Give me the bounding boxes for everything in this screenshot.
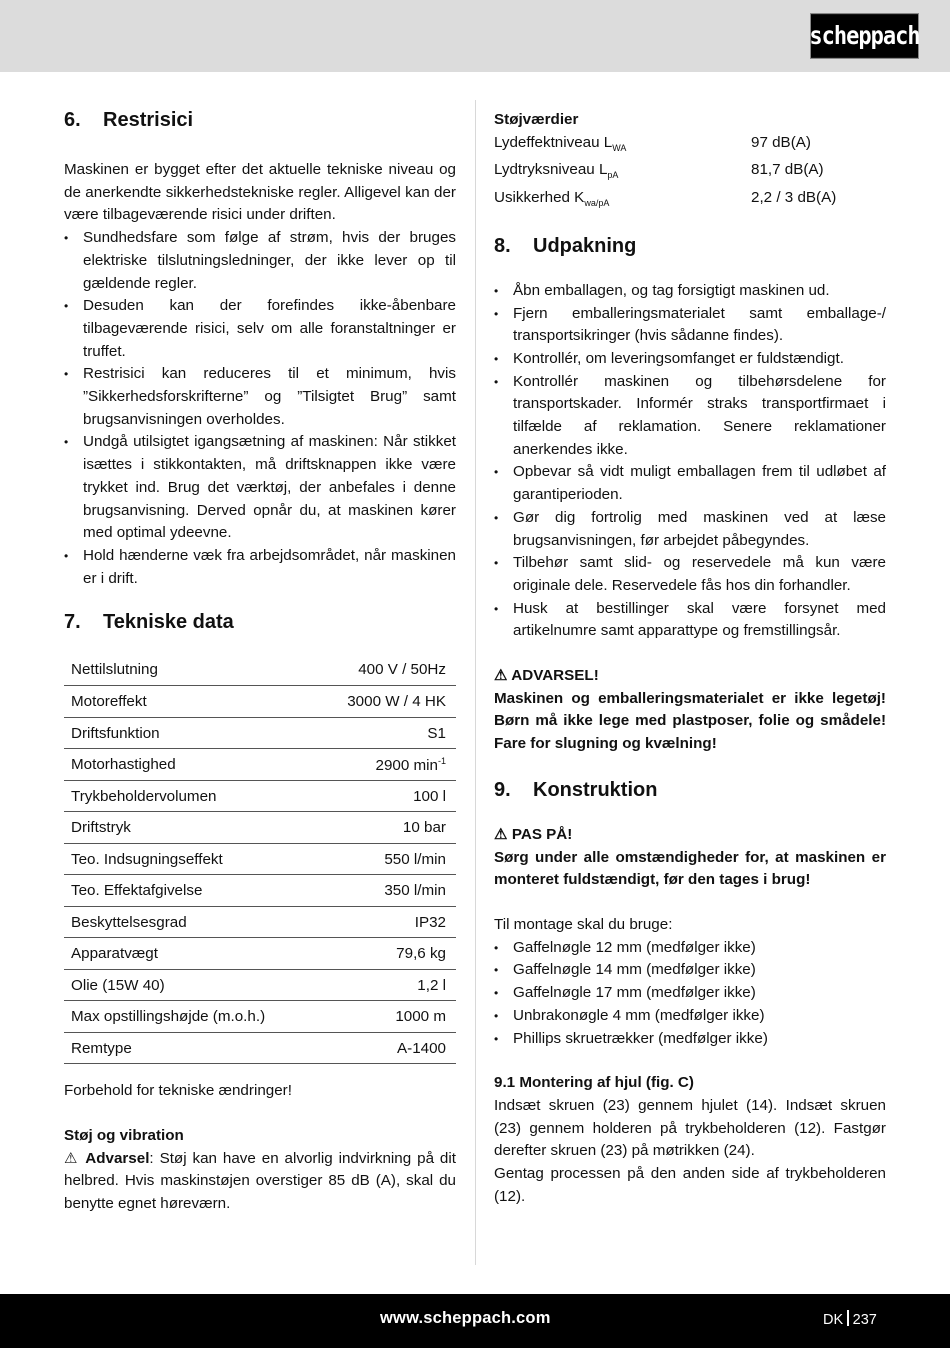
scheppach-logo: scheppach	[810, 13, 919, 59]
list-item: • Kontrollér maskinen og tilbehørsdelene for transportskader. Informér straks transportfirmaet i tilfælde af reklamation. Senere reklamationer anerkendes ikke.	[494, 371, 886, 462]
list-item: • Restrisici kan reduceres til et minimum, hvis ”Sikkerhedsforskrifterne” og ”Tilsigtet Brug” samt brugsanvisningen overholdes.	[64, 363, 456, 431]
noise-warning: ⚠ Advarsel: Støj kan have en alvorlig indvirkning på dit helbred. Hvis maskinstøjen overstiger 85 dB (A), skal du benytte egnet høreværn.	[64, 1149, 456, 1213]
noise-vibration-heading: Støj og vibration	[64, 1127, 184, 1145]
table-row: Motoreffekt 3000 W / 4 HK	[64, 686, 456, 718]
subsection-9-1-title: 9.1 Montering af hjul (fig. C)	[494, 1074, 694, 1092]
list-item: • Gaffelnøgle 17 mm (medfølger ikke)	[494, 982, 886, 1005]
table-row: Teo. Effektafgivelse 350 l/min	[64, 875, 456, 907]
table-row: Teo. Indsugningseffekt 550 l/min	[64, 843, 456, 875]
list-item: • Tilbehør samt slid- og reservedele må kun være originale dele. Reservedele fås hos din forhandler.	[494, 552, 886, 597]
packaging-warning-text: Maskinen og emballeringsmaterialet er ikke legetøj! Børn må ikke lege med plastposer, folie og smådele! Fare for slugning og kvælning!	[494, 689, 886, 753]
list-item: • Undgå utilsigtet igangsætning af maskinen: Når stikket isættes i stikkontakten, må driftsknappen ikke være trykket ind. Brug det værktøj, der anbefales i denne brugsanvisning. Derved opnår du, at maskinen kører med optimal ydeevne.	[64, 431, 456, 545]
section-9-title: Konstruktion	[533, 778, 658, 801]
tools-intro: Til montage skal du bruge:	[494, 915, 673, 933]
warning-triangle-icon: ⚠	[64, 1149, 80, 1167]
right-column	[494, 100, 886, 1208]
subsection-9-1-text-2: Gentag processen på den anden side af trykbeholderen (12).	[494, 1165, 886, 1205]
section-8-heading: 8. Udpakning	[494, 234, 637, 257]
section-8-bullets	[494, 280, 886, 643]
list-item: • Fjern emballeringsmaterialet samt emballage-/ transportsikringer (hvis sådanne findes).	[494, 303, 886, 348]
table-row: Remtype A-1400	[64, 1032, 456, 1064]
caution-text: Sørg under alle omstændigheder for, at maskinen er monteret fuldstændigt, før den tages i brug!	[494, 848, 886, 889]
list-item: • Gaffelnøgle 12 mm (medfølger ikke)	[494, 937, 886, 960]
section-7-heading: 7. Tekniske data	[64, 611, 234, 634]
list-item: • Kontrollér, om leveringsomfanget er fuldstændigt.	[494, 348, 886, 371]
table-row: Trykbeholdervolumen 100 l	[64, 780, 456, 812]
column-divider	[475, 100, 476, 1265]
page-header	[0, 0, 950, 72]
table-row: Beskyttelsesgrad IP32	[64, 906, 456, 938]
section-6-bullets	[64, 227, 456, 590]
technical-data-table	[64, 654, 456, 1064]
noise-value-row: Lydtryksniveau $L_{pA}$ 81,7 dB(A)	[494, 161, 824, 181]
section-6-heading: 6. Restrisici	[64, 109, 194, 131]
technical-changes-note: Forbehold for tekniske ændringer!	[64, 1082, 292, 1100]
list-item: • Unbrakonøgle 4 mm (medfølger ikke)	[494, 1005, 886, 1028]
section-6-title: Restrisici	[103, 109, 194, 131]
list-item: • Gaffelnøgle 14 mm (medfølger ikke)	[494, 959, 886, 982]
noise-value-row: Lydeffektniveau $L_{WA}$ 97 dB(A)	[494, 133, 811, 153]
website-url: www.scheppach.com	[380, 1309, 551, 1327]
section-6-intro: Maskinen er bygget efter det aktuelle tekniske niveau og de anerkendte sikkerhedstekniske regler. Alligevel kan der være tilbageværende risici under driften.	[64, 161, 456, 224]
warning-triangle-icon: ⚠	[494, 825, 508, 843]
table-row: Max opstillingshøjde (m.o.h.) 1000 m	[64, 1001, 456, 1033]
list-item: • Opbevar så vidt muligt emballagen frem til udløbet af garantiperioden.	[494, 461, 886, 506]
section-9-heading: 9. Konstruktion	[494, 778, 658, 801]
table-row: Driftsfunktion S1	[64, 717, 456, 749]
separator	[847, 1310, 849, 1326]
table-row: Nettilslutning 400 V / 50Hz	[64, 654, 456, 686]
list-item: • Gør dig fortrolig med maskinen ved at læse brugsanvisningen, før arbejdet påbegyndes.	[494, 507, 886, 552]
list-item: • Husk at bestillinger skal være forsynet med artikelnumre samt apparattype og fremstillingsår.	[494, 598, 886, 643]
section-8-title: Udpakning	[533, 234, 637, 257]
list-item: • Desuden kan der forefindes ikke-åbenbare tilbageværende risici, selv om alle foranstaltninger er truffet.	[64, 295, 456, 363]
noise-value-row: Usikkerhed $K_{wa/pA}$ 2,2 / 3 dB(A)	[494, 189, 837, 209]
list-item: • Sundhedsfare som følge af strøm, hvis der bruges elektriske tilslutningsledninger, der ikke lever op til gældende regler.	[64, 227, 456, 295]
warning-triangle-icon: ⚠	[494, 667, 508, 685]
page-number	[823, 1310, 877, 1328]
table-row: Driftstryk 10 bar	[64, 812, 456, 844]
tools-list	[494, 937, 886, 1051]
table-row: Apparatvægt 79,6 kg	[64, 938, 456, 970]
section-7-title: Tekniske data	[103, 611, 234, 634]
table-row: Motorhastighed 2900 $\min^{-1}$	[64, 749, 456, 781]
table-row: Olie (15W 40) 1,2 l	[64, 969, 456, 1001]
caution-title: ⚠ PAS PÅ!	[494, 825, 573, 843]
left-column	[64, 100, 456, 1216]
subsection-9-1-text: Indsæt skruen (23) gennem hjulet (14). Indsæt skruen (23) gennem holderen på trykbeholderen (12). Fastgør derefter skruen (23) på møtrikken (24).	[494, 1096, 886, 1160]
packaging-warning-title: ⚠ ADVARSEL!	[494, 667, 599, 685]
noise-values-heading: Støjværdier	[494, 111, 579, 128]
page-num: 237	[852, 1312, 877, 1328]
list-item: • Phillips skruetrækker (medfølger ikke)	[494, 1028, 886, 1051]
list-item: • Hold hænderne væk fra arbejdsområdet, når maskinen er i drift.	[64, 545, 456, 590]
language-code: DK	[823, 1312, 844, 1328]
list-item: • Åbn emballagen, og tag forsigtigt maskinen ud.	[494, 280, 886, 303]
